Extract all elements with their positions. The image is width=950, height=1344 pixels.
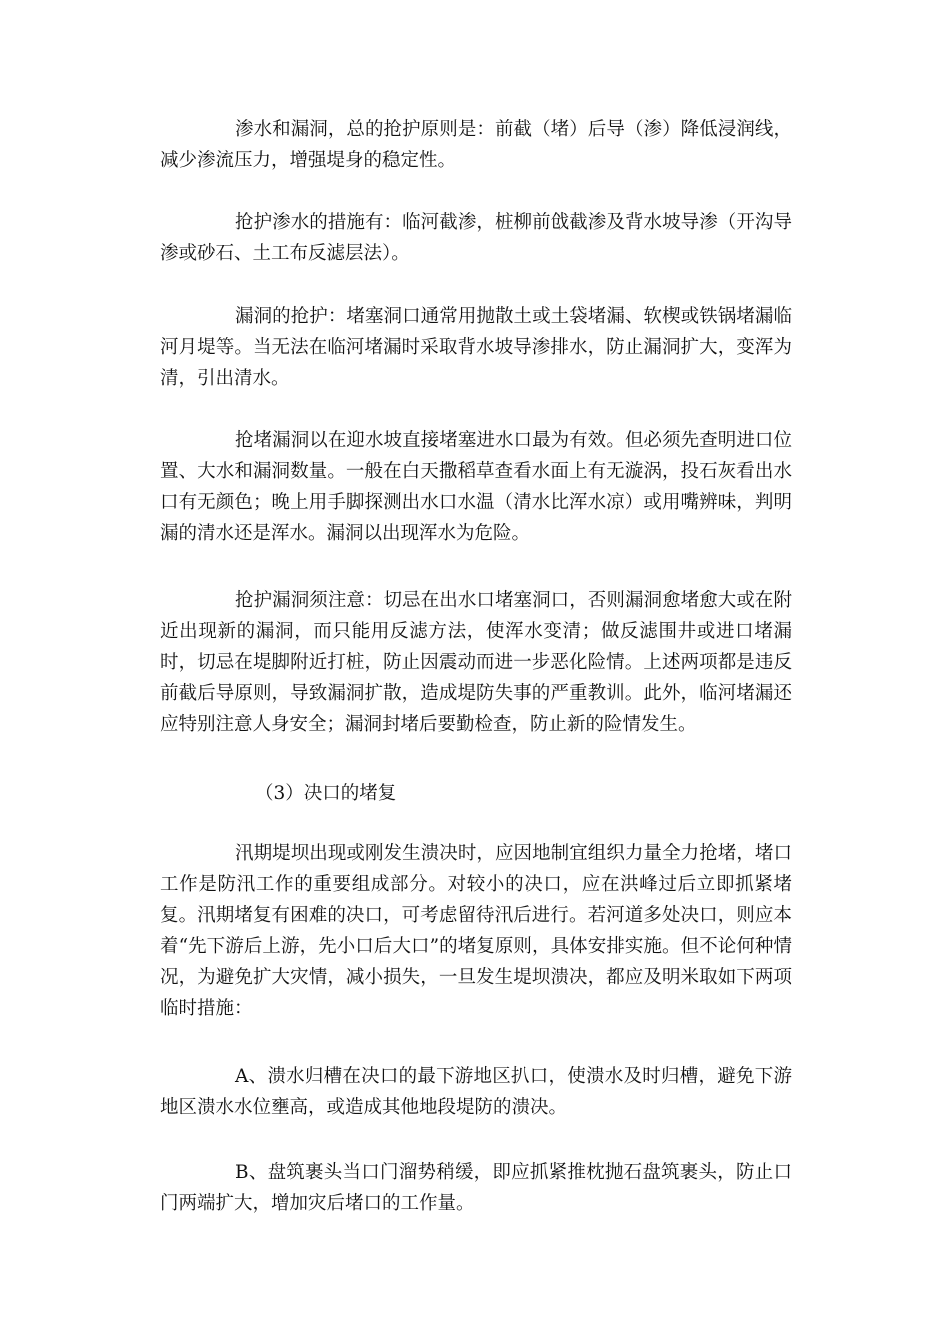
paragraph-measure-b: B、盘筑裹头当口门溜势稍缓，即应抓紧推枕抛石盘筑裹头，防止口门两端扩大，增加灾后堵口的工作量。	[160, 1162, 792, 1214]
paragraph-seepage-measures: 抢护渗水的措施有：临河截渗，桩柳前戗截渗及背水坡导渗（开沟导渗或砂石、土工布反滤层法）。	[160, 212, 792, 264]
paragraph-leak-cautions: 抢护漏洞须注意：切忌在出水口堵塞洞口，否则漏洞愈堵愈大或在附近出现新的漏洞，而只能用反滤方法，使浑水变清；做反滤围井或进口堵漏时，切忌在堤脚附近打桩，防止因震动而进一步恶化险情。上述两项都是违反前截后导原则，导致漏洞扩散，造成堤防失事的严重教训。此外，临河堵漏还应特别注意人身安全；漏洞封堵后要勤检查，防止新的险情发生。	[160, 590, 792, 735]
paragraph-breach-closure: 汛期堤坝出现或刚发生溃决时，应因地制宜组织力量全力抢堵，堵口工作是防汛工作的重要组成部分。对较小的决口，应在洪峰过后立即抓紧堵复。汛期堵复有困难的决口，可考虑留待汛后进行。若河道多处决口，则应本着“先下游后上游，先小口后大口”的堵复原则，具体安排实施。但不论何种情况，为避免扩大灾情，减小损失，一旦发生堤坝溃决，都应及明米取如下两项临时措施：	[160, 843, 792, 1019]
paragraph-leak-blocking: 抢堵漏洞以在迎水坡直接堵塞进水口最为有效。但必须先查明进口位置、大水和漏洞数量。一般在白天撒稻草查看水面上有无漩涡，投石灰看出水口有无颜色；晚上用手脚探测出水口水温（清水比浑水凉）或用嘴辨味，判明漏的清水还是浑水。漏洞以出现浑水为危险。	[160, 430, 792, 544]
paragraph-measure-a: A、溃水归槽在决口的最下游地区扒口，使溃水及时归槽，避免下游地区溃水水位壅高，或造成其他地段堤防的溃决。	[160, 1066, 792, 1118]
section-heading-breach-closure: （3）决口的堵复	[255, 783, 397, 804]
paragraph-seepage-principle: 渗水和漏洞，总的抢护原则是：前截（堵）后导（渗）降低浸润线，减少渗流压力，增强堤身的稳定性。	[160, 119, 792, 171]
paragraph-leak-rescue: 漏洞的抢护：堵塞洞口通常用抛散土或土袋堵漏、软楔或铁锅堵漏临河月堤等。当无法在临河堵漏时采取背水坡导渗排水，防止漏洞扩大，变浑为清，引出清水。	[160, 306, 792, 389]
